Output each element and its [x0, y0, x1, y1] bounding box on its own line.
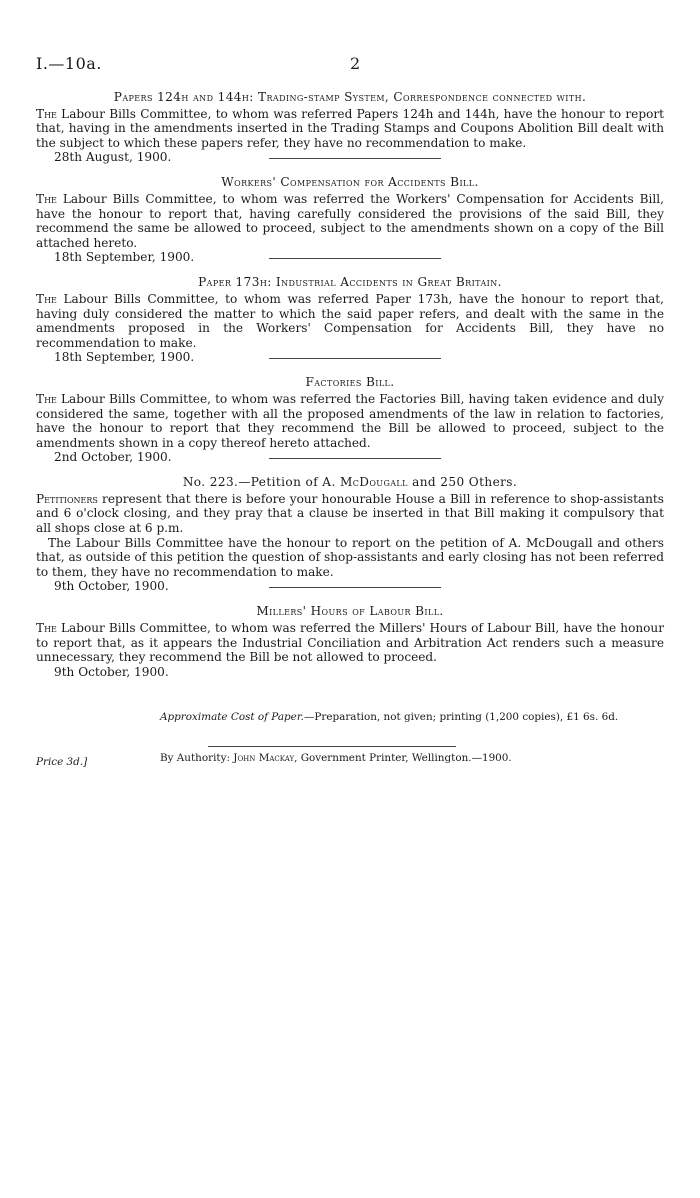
section-divider [269, 587, 441, 588]
section-trading-stamp [36, 90, 664, 165]
cost-of-paper: Approximate Cost of Paper.—Preparation, not given; printing (1,200 copies), £1 6s. 6d. [160, 710, 619, 723]
page-header [36, 54, 664, 76]
section-date: 18th September, 1900. [36, 350, 664, 365]
section-heading: Workers' Compensation for Accidents Bill. [221, 175, 479, 190]
page-number: 2 [350, 54, 361, 73]
section-divider [269, 158, 441, 159]
section-body: Petitioners represent that there is before your honourable House a Bill in reference to shop-assistants and 6 o'clock closing, and they pray that a clause be inserted in that Bill making it compulsory that all shops close at 6 p.m. [36, 491, 664, 536]
section-date: 9th October, 1900. [54, 664, 169, 679]
report-content [36, 90, 664, 769]
footer [36, 751, 664, 769]
section-workers-compensation [36, 175, 664, 265]
section-date: 28th August, 1900. [36, 150, 664, 165]
footer-divider [208, 746, 456, 747]
section-heading: Factories Bill. [305, 375, 395, 390]
section-body: The Labour Bills Committee, to whom was referred the Workers' Compensation for Accidents Bill, have the honour to report that, having carefully considered the provisions of the said Bill, they recommend the same be allowed to proceed, subject to the amendments shown on a copy of the Bill attached hereto. [36, 191, 664, 250]
printer-authority: By Authority: John Mackay, Government Printer, Wellington.—1900. [160, 752, 512, 765]
paper-reference: I.—10a. [36, 54, 102, 73]
section-heading: Millers' Hours of Labour Bill. [256, 604, 444, 619]
section-millers-hours [36, 604, 664, 679]
section-heading: No. 223.—Petition of A. McDougall and 250 Others. [182, 475, 518, 490]
section-body: The Labour Bills Committee, to whom was referred the Factories Bill, having taken evidence and duly considered the same, together with all the proposed amendments of the law in relation to factories, have the honour to report that they recommend the Bill be allowed to proceed, subject to the amendments shown in a copy thereof hereto attached. [36, 391, 664, 450]
section-date: 9th October, 1900. [36, 579, 664, 594]
section-divider [269, 358, 441, 359]
price-label: Price 3d.] [36, 756, 88, 769]
section-heading: Paper 173h: Industrial Accidents in Great Britain. [198, 275, 502, 290]
section-date: 18th September, 1900. [36, 250, 664, 265]
section-divider [269, 458, 441, 459]
section-factories-bill [36, 375, 664, 465]
section-date: 2nd October, 1900. [36, 450, 664, 465]
section-body-report: The Labour Bills Committee have the honour to report on the petition of A. McDougall and others that, as outside of this petition the question of shop-assistants and early closing has not been referred to them, they have no recommendation to make. [36, 535, 664, 579]
section-body: The Labour Bills Committee, to whom was referred the Millers' Hours of Labour Bill, have the honour to report that, as it appears the Industrial Conciliation and Arbitration Act renders such a measure unnecessary, they recommend the Bill be not allowed to proceed. [36, 621, 664, 665]
section-heading: Papers 124h and 144h: Trading-stamp System, Correspondence connected with. [113, 90, 587, 104]
section-divider [269, 258, 441, 259]
section-body: The Labour Bills Committee, to whom was referred Paper 173h, have the honour to report that, having duly considered the matter to which the said paper refers, and dealt with the same in the amendments proposed in the Workers' Compensation for Accidents Bill, they have no recommendation to make. [36, 291, 664, 350]
section-industrial-accidents [36, 275, 664, 365]
section-body: The Labour Bills Committee, to whom was referred Papers 124h and 144h, have the honour to report that, having in the amendments inserted in the Trading Stamps and Coupons Abolition Bill dealt with the subject to which these papers refer, they have no recommendation to make. [36, 106, 664, 150]
section-petition-mcdougall [36, 475, 664, 594]
